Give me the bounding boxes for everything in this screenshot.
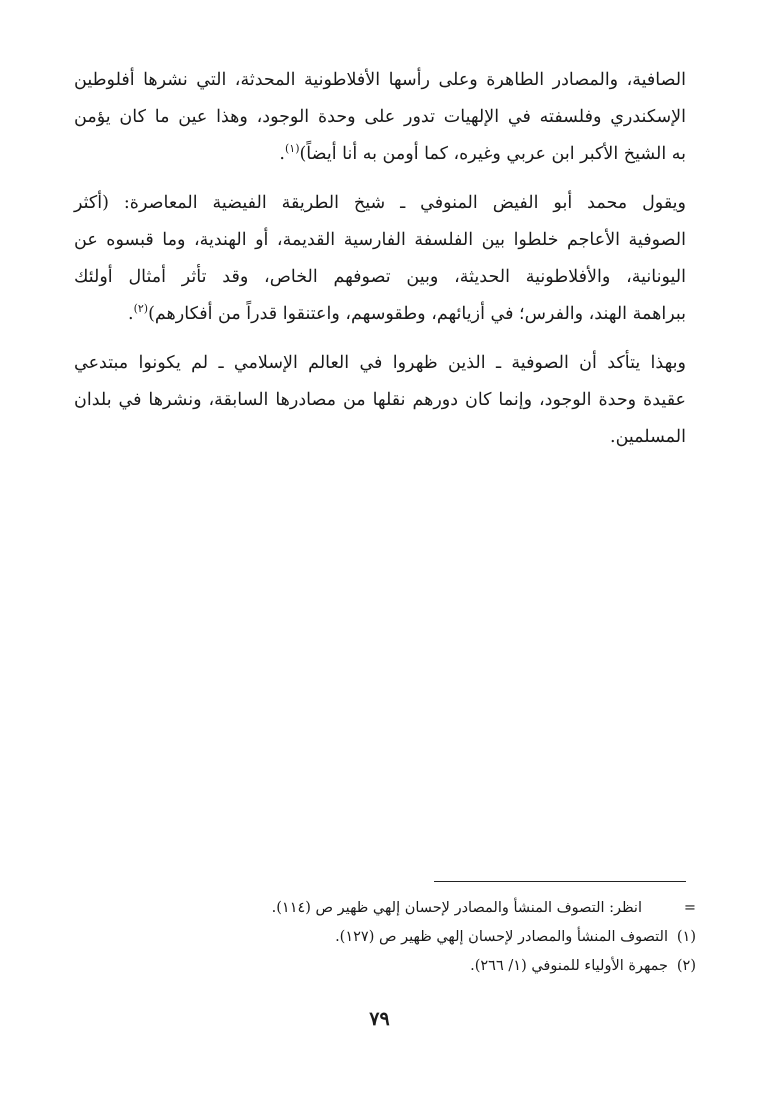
footnote-item: [74, 952, 696, 981]
footnote-item: [74, 894, 696, 923]
footnote-marker: (٢): [676, 958, 696, 974]
page-number: ٧٩: [369, 1008, 390, 1030]
main-text: [74, 62, 686, 468]
footnote-reference: (١): [284, 142, 300, 156]
text-line: الصوفية الأعاجم خلطوا بين الفلسفة الفارسية القديمة، أو الهندية، وما قبسوه عن: [74, 230, 686, 250]
paragraph-1: [74, 62, 686, 173]
sentence-end: .: [127, 304, 134, 324]
footnotes: [74, 894, 696, 981]
footnote-reference: (٢): [133, 302, 149, 316]
footnote-text: جمهرة الأولياء للمنوفي (١/ ٢٦٦).: [470, 958, 668, 974]
text-line: اليونانية، والأفلاطونية الحديثة، وبين تصوفهم الخاص، وقد تأثر أمثال أولئك: [74, 267, 686, 287]
footnote-marker: =: [683, 900, 696, 916]
footnote-marker: (١): [676, 929, 696, 945]
sentence-end: .: [279, 144, 285, 164]
paragraph-3: [74, 345, 686, 456]
footnote-text: انظر: التصوف المنشأ والمصادر لإحسان إلهي ظهير ص (١١٤).: [271, 900, 642, 916]
text-line: المسلمين.: [610, 427, 686, 447]
text-line: [74, 136, 686, 173]
text-line: الصافية، والمصادر الطاهرة وعلى رأسها الأفلاطونية المحدثة، التي نشرها أفلوطين: [74, 70, 686, 90]
footnote-divider: [434, 881, 686, 882]
text-line: عقيدة وحدة الوجود، وإنما كان دورهم نقلها من مصادرها السابقة، ونشرها في بلدان: [74, 390, 686, 410]
footnote-item: [74, 923, 696, 952]
text-line: وبهذا يتأكد أن الصوفية ـ الذين ظهروا في العالم الإسلامي ـ لم يكونوا مبتدعي: [74, 353, 686, 373]
footnote-text: التصوف المنشأ والمصادر لإحسان إلهي ظهير ص (١٢٧).: [335, 929, 668, 945]
text-line: [74, 296, 686, 333]
text-line: ويقول محمد أبو الفيض المنوفي ـ شيخ الطريقة الفيضية المعاصرة: (أكثر: [74, 193, 686, 213]
paragraph-2: [74, 185, 686, 333]
text-line-content: ببراهمة الهند، والفرس؛ في أزيائهم، وطقوسهم، واعتنقوا قدراً من أفكارهم): [148, 304, 686, 324]
text-line-content: به الشيخ الأكبر ابن عربي وغيره، كما أومن به أنا أيضاً): [299, 144, 686, 164]
text-line: الإسكندري وفلسفته في الإلهيات تدور على وحدة الوجود، وهذا عين ما كان يؤمن: [74, 107, 686, 127]
